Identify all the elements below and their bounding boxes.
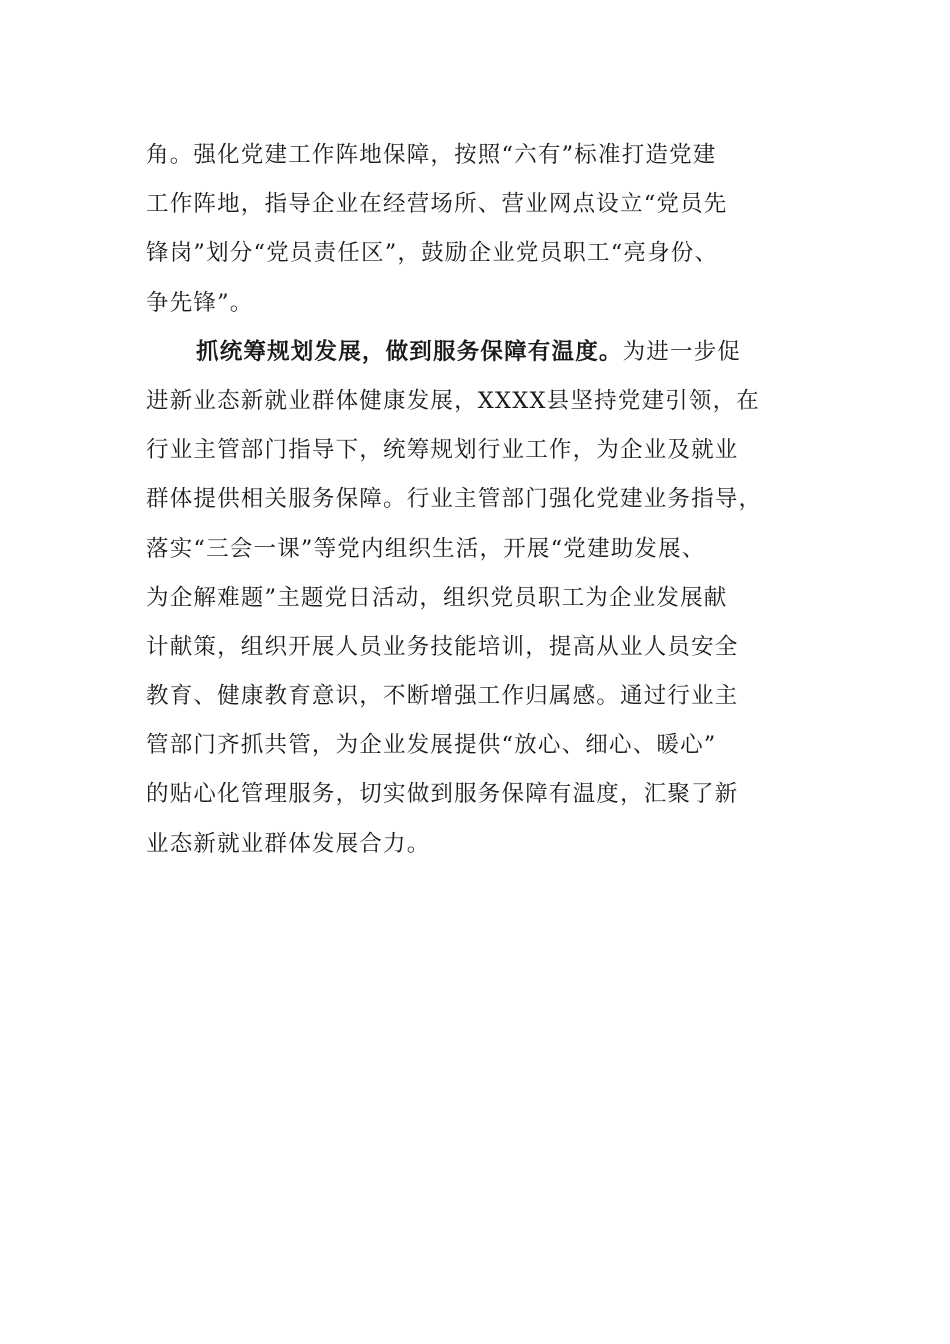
paragraph-line: 业态新就业群体发展合力。	[146, 830, 431, 857]
paragraph-2	[146, 328, 806, 869]
paragraph-first-line	[146, 328, 806, 377]
document-body	[146, 131, 806, 869]
paragraph-line: 的贴心化管理服务，切实做到服务保障有温度，汇聚了新	[146, 781, 739, 808]
paragraph-line: 工作阵地，指导企业在经营场所、营业网点设立“党员先	[146, 191, 728, 218]
paragraph-line: 锋岗”划分“党员责任区”，鼓励企业党员职工“亮身份、	[146, 240, 719, 267]
paragraph-line: 为企解难题”主题党日活动，组织党员职工为企业发展献	[146, 584, 728, 611]
paragraph-line: 群体提供相关服务保障。行业主管部门强化党建业务指导，	[146, 486, 763, 513]
paragraph-line: 进新业态新就业群体健康发展，XXXX县坚持党建引领，在	[146, 387, 760, 414]
paragraph-line: 争先锋”。	[146, 289, 254, 316]
paragraph-line: 教育、健康教育意识，不断增强工作归属感。通过行业主	[146, 683, 739, 710]
paragraph-line: 管部门齐抓共管，为企业发展提供“放心、细心、暖心”	[146, 732, 717, 759]
paragraph-line: 角。强化党建工作阵地保障，按照“六有”标准打造党建	[146, 142, 717, 168]
paragraph-first-line-text: 为进一步促	[622, 338, 742, 365]
paragraph-line: 计献策，组织开展人员业务技能培训，提高从业人员安全	[146, 633, 739, 660]
paragraph-heading: 抓统筹规划发展，做到服务保障有温度。	[196, 338, 623, 365]
paragraph-line: 落实“三会一课”等党内组织生活，开展“党建助发展、	[146, 535, 706, 562]
paragraph-line: 行业主管部门指导下，统筹规划行业工作，为企业及就业	[146, 437, 739, 464]
paragraph-1	[146, 131, 806, 328]
